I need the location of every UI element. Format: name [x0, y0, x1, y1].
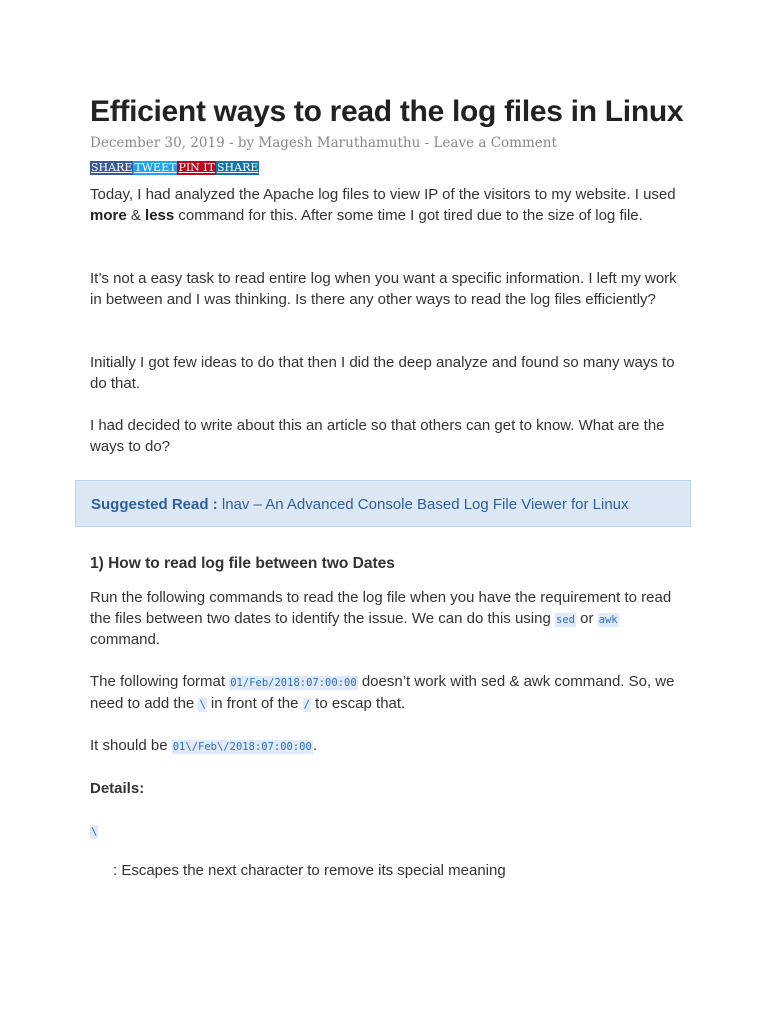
details-backslash-item: [90, 822, 98, 840]
leave-comment-link[interactable]: Leave a Comment: [433, 135, 557, 151]
awk-code: awk: [598, 613, 618, 626]
body-text: doesn’t work with sed & awk command. So, we need to add the: [90, 673, 675, 712]
page-title: Efficient ways to read the log files in Linux: [90, 95, 684, 128]
body-text: command.: [90, 631, 161, 648]
slash-code: /: [303, 698, 310, 711]
intro-text: Today, I had analyzed the Apache log files to view IP of the visitors to my website. I used: [90, 186, 676, 203]
intro-text: command for this. After some time I got tired due to the size of log file.: [174, 206, 643, 224]
share-buttons: [90, 161, 259, 175]
post-author[interactable]: Magesh Maruthamuthu: [258, 135, 421, 151]
section1-paragraph-2: [90, 672, 690, 715]
post-date[interactable]: December 30, 2019: [90, 135, 225, 151]
sed-code: sed: [556, 613, 575, 626]
suggested-read-label: Suggested Read :: [91, 496, 218, 513]
escaped-date-code: 01\/Feb\/2018:07:00:00: [172, 741, 312, 753]
details-backslash-code: \: [91, 826, 98, 838]
more-command: more: [90, 206, 127, 224]
less-command: less: [145, 206, 175, 224]
section1-paragraph-1: [90, 588, 690, 651]
linkedin-share-button[interactable]: SHARE: [217, 161, 259, 174]
body-text: The following format: [90, 673, 230, 690]
facebook-share-button[interactable]: SHARE: [91, 161, 133, 174]
suggested-read-link[interactable]: lnav – An Advanced Console Based Log File Viewer for Linux: [221, 496, 629, 513]
body-text: Run the following commands to read the log file when you have the requirement to read the files between two dates to identify the issue. We can do this using: [90, 589, 672, 627]
details-backslash-description: : Escapes the next character to remove its special meaning: [113, 862, 506, 879]
intro-paragraph-1: [90, 185, 690, 226]
backslash-code: \: [199, 698, 206, 711]
intro-text: &: [126, 206, 146, 224]
body-text: It should be: [90, 737, 172, 754]
intro-paragraph-4: I had decided to write about this an article so that others can get to know. What are the ways to do?: [90, 417, 665, 455]
pinterest-pin-button[interactable]: PIN IT: [178, 161, 215, 174]
twitter-tweet-button[interactable]: TWEET: [134, 161, 177, 174]
details-heading: Details:: [90, 780, 145, 797]
body-text: in front of the: [206, 694, 303, 712]
intro-paragraph-2: It’s not a easy task to read entire log when you want a specific information. I left my work in between and I was thinking. Is there any other ways to read the log files efficiently?: [90, 270, 677, 308]
meta-separator: -: [424, 135, 430, 151]
suggested-read-box: [75, 480, 691, 527]
body-text: to escap that.: [310, 694, 406, 712]
post-meta: [90, 134, 557, 152]
body-text: .: [312, 737, 317, 754]
body-text: or: [575, 609, 598, 627]
intro-paragraph-3: Initially I got few ideas to do that then I did the deep analyze and found so many ways to do that.: [90, 354, 675, 392]
date-format-code: 01/Feb/2018:07:00:00: [230, 677, 357, 689]
section1-paragraph-3: [90, 736, 690, 758]
by-label: - by: [228, 135, 255, 151]
section-heading-dates: 1) How to read log file between two Dates: [90, 555, 395, 572]
